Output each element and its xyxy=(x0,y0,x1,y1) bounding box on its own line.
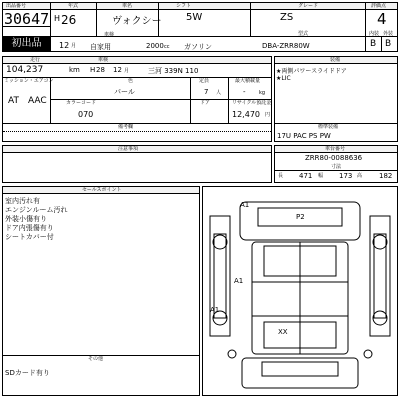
hei-value: 182 xyxy=(379,172,393,180)
inspect-value: 12 xyxy=(59,41,70,50)
mileage-unit: km xyxy=(69,66,80,74)
name-label: 車名 xyxy=(122,3,133,9)
recycle-label: リサイクル預託金 xyxy=(232,100,272,106)
cc-unit: cc xyxy=(164,44,170,50)
std-equip-label: 標準装備 xyxy=(318,124,339,130)
lot-number: 30647 xyxy=(4,10,50,28)
expiry-value: H xyxy=(90,66,96,74)
score-label: 評価点 xyxy=(371,3,387,9)
grade-label: グレード xyxy=(298,3,319,9)
chassis-label: 車台番号 xyxy=(325,146,346,152)
hei-label: 高 xyxy=(357,173,363,179)
extra-value: SDカード有り xyxy=(5,369,50,377)
name-value: ヴォクシー xyxy=(112,16,162,27)
model-value: DBA-ZRR80W xyxy=(262,42,310,50)
expiry-unit: 月 xyxy=(124,68,130,74)
first-listing-badge: 初出品 xyxy=(3,37,50,51)
color-label: 色 xyxy=(128,78,134,84)
seller-item-2: エンジンルーム汚れ xyxy=(5,206,68,214)
seats-label: 定員 xyxy=(199,78,210,84)
expiry-year: 28 xyxy=(96,66,105,74)
damage-mark-rear-center: XX xyxy=(278,328,288,336)
int-value: B xyxy=(370,39,377,49)
expiry-month: 12 xyxy=(113,66,122,74)
mileage-value: 104,237 xyxy=(6,65,44,75)
recycle-value: 12,470 xyxy=(232,110,260,119)
seller-label: セールスポイント xyxy=(82,187,122,193)
equipment-line-2: ★LIC xyxy=(276,75,291,82)
remarks-label: 備考欄 xyxy=(118,124,134,130)
ext-value: B xyxy=(385,39,392,49)
year-value: 26 xyxy=(61,13,77,27)
damage-mark-left-side: A1 xyxy=(234,277,244,285)
header-label-bar xyxy=(3,3,397,10)
seats-unit: 人 xyxy=(216,90,222,96)
plate-value: 三河 339N 110 xyxy=(148,67,199,75)
seller-item-1: 室内汚れ有 xyxy=(5,197,40,205)
mileage-label: 走行 xyxy=(30,57,41,63)
seats-value: 7 xyxy=(204,88,209,96)
wid-value: 173 xyxy=(339,172,353,180)
chassis-value: ZRR80-0088636 xyxy=(305,154,363,162)
expiry-label: 車検 xyxy=(98,57,109,63)
len-label: 長 xyxy=(278,173,284,179)
shift-value: 5W xyxy=(186,12,203,23)
extra-label: その他 xyxy=(88,356,104,362)
notes-label: 注意事項 xyxy=(118,146,139,152)
damage-mark-left-rear: A1 xyxy=(210,306,220,314)
load-value: - xyxy=(243,88,246,96)
seller-item-3: 外装小傷有り xyxy=(5,215,47,223)
equipment-label: 装備 xyxy=(330,57,341,63)
doors-label: ドア xyxy=(200,100,210,106)
seller-item-5: シートカバー付 xyxy=(5,233,54,241)
inspect-label: 車検 xyxy=(104,32,115,38)
equipment-line-1: ★両側パワースライドドア xyxy=(276,68,347,75)
dims-label: 寸法 xyxy=(331,164,342,170)
load-unit: kg xyxy=(259,90,266,96)
cc-value: 2000 xyxy=(146,42,164,50)
grade-value: ZS xyxy=(280,12,294,23)
shift-label: シフト xyxy=(176,3,192,9)
lot-label: 出品番号 xyxy=(6,3,27,9)
fuel-value: ガソリン xyxy=(184,43,212,51)
ext-label: 外装 xyxy=(383,31,394,37)
damage-mark-top: P2 xyxy=(296,213,305,221)
ac-value: AAC xyxy=(28,96,47,106)
seller-item-4: ドア内張傷有り xyxy=(5,224,54,232)
inspect-unit: 月 xyxy=(71,43,77,49)
model-label: 型式 xyxy=(298,31,309,37)
trans-value: AT xyxy=(8,96,19,106)
use-value: 自家用 xyxy=(90,43,111,51)
damage-mark-front-left: A1 xyxy=(240,201,250,209)
color-value: パール xyxy=(114,88,135,96)
trans-label: ミッション・エアコン xyxy=(4,78,54,84)
year-prefix: H xyxy=(54,14,61,23)
recycle-unit: 円 xyxy=(265,112,271,118)
std-equip-value: 17U PAC PS PW xyxy=(277,132,331,140)
wid-label: 幅 xyxy=(318,173,324,179)
len-value: 471 xyxy=(299,172,313,180)
colorcode-value: 070 xyxy=(78,110,94,119)
int-label: 内装 xyxy=(369,31,380,37)
load-label: 最大積載量 xyxy=(235,78,261,84)
score-value: 4 xyxy=(377,10,387,28)
colorcode-label: カラーコード xyxy=(66,100,97,106)
year-label: 年式 xyxy=(68,3,79,9)
